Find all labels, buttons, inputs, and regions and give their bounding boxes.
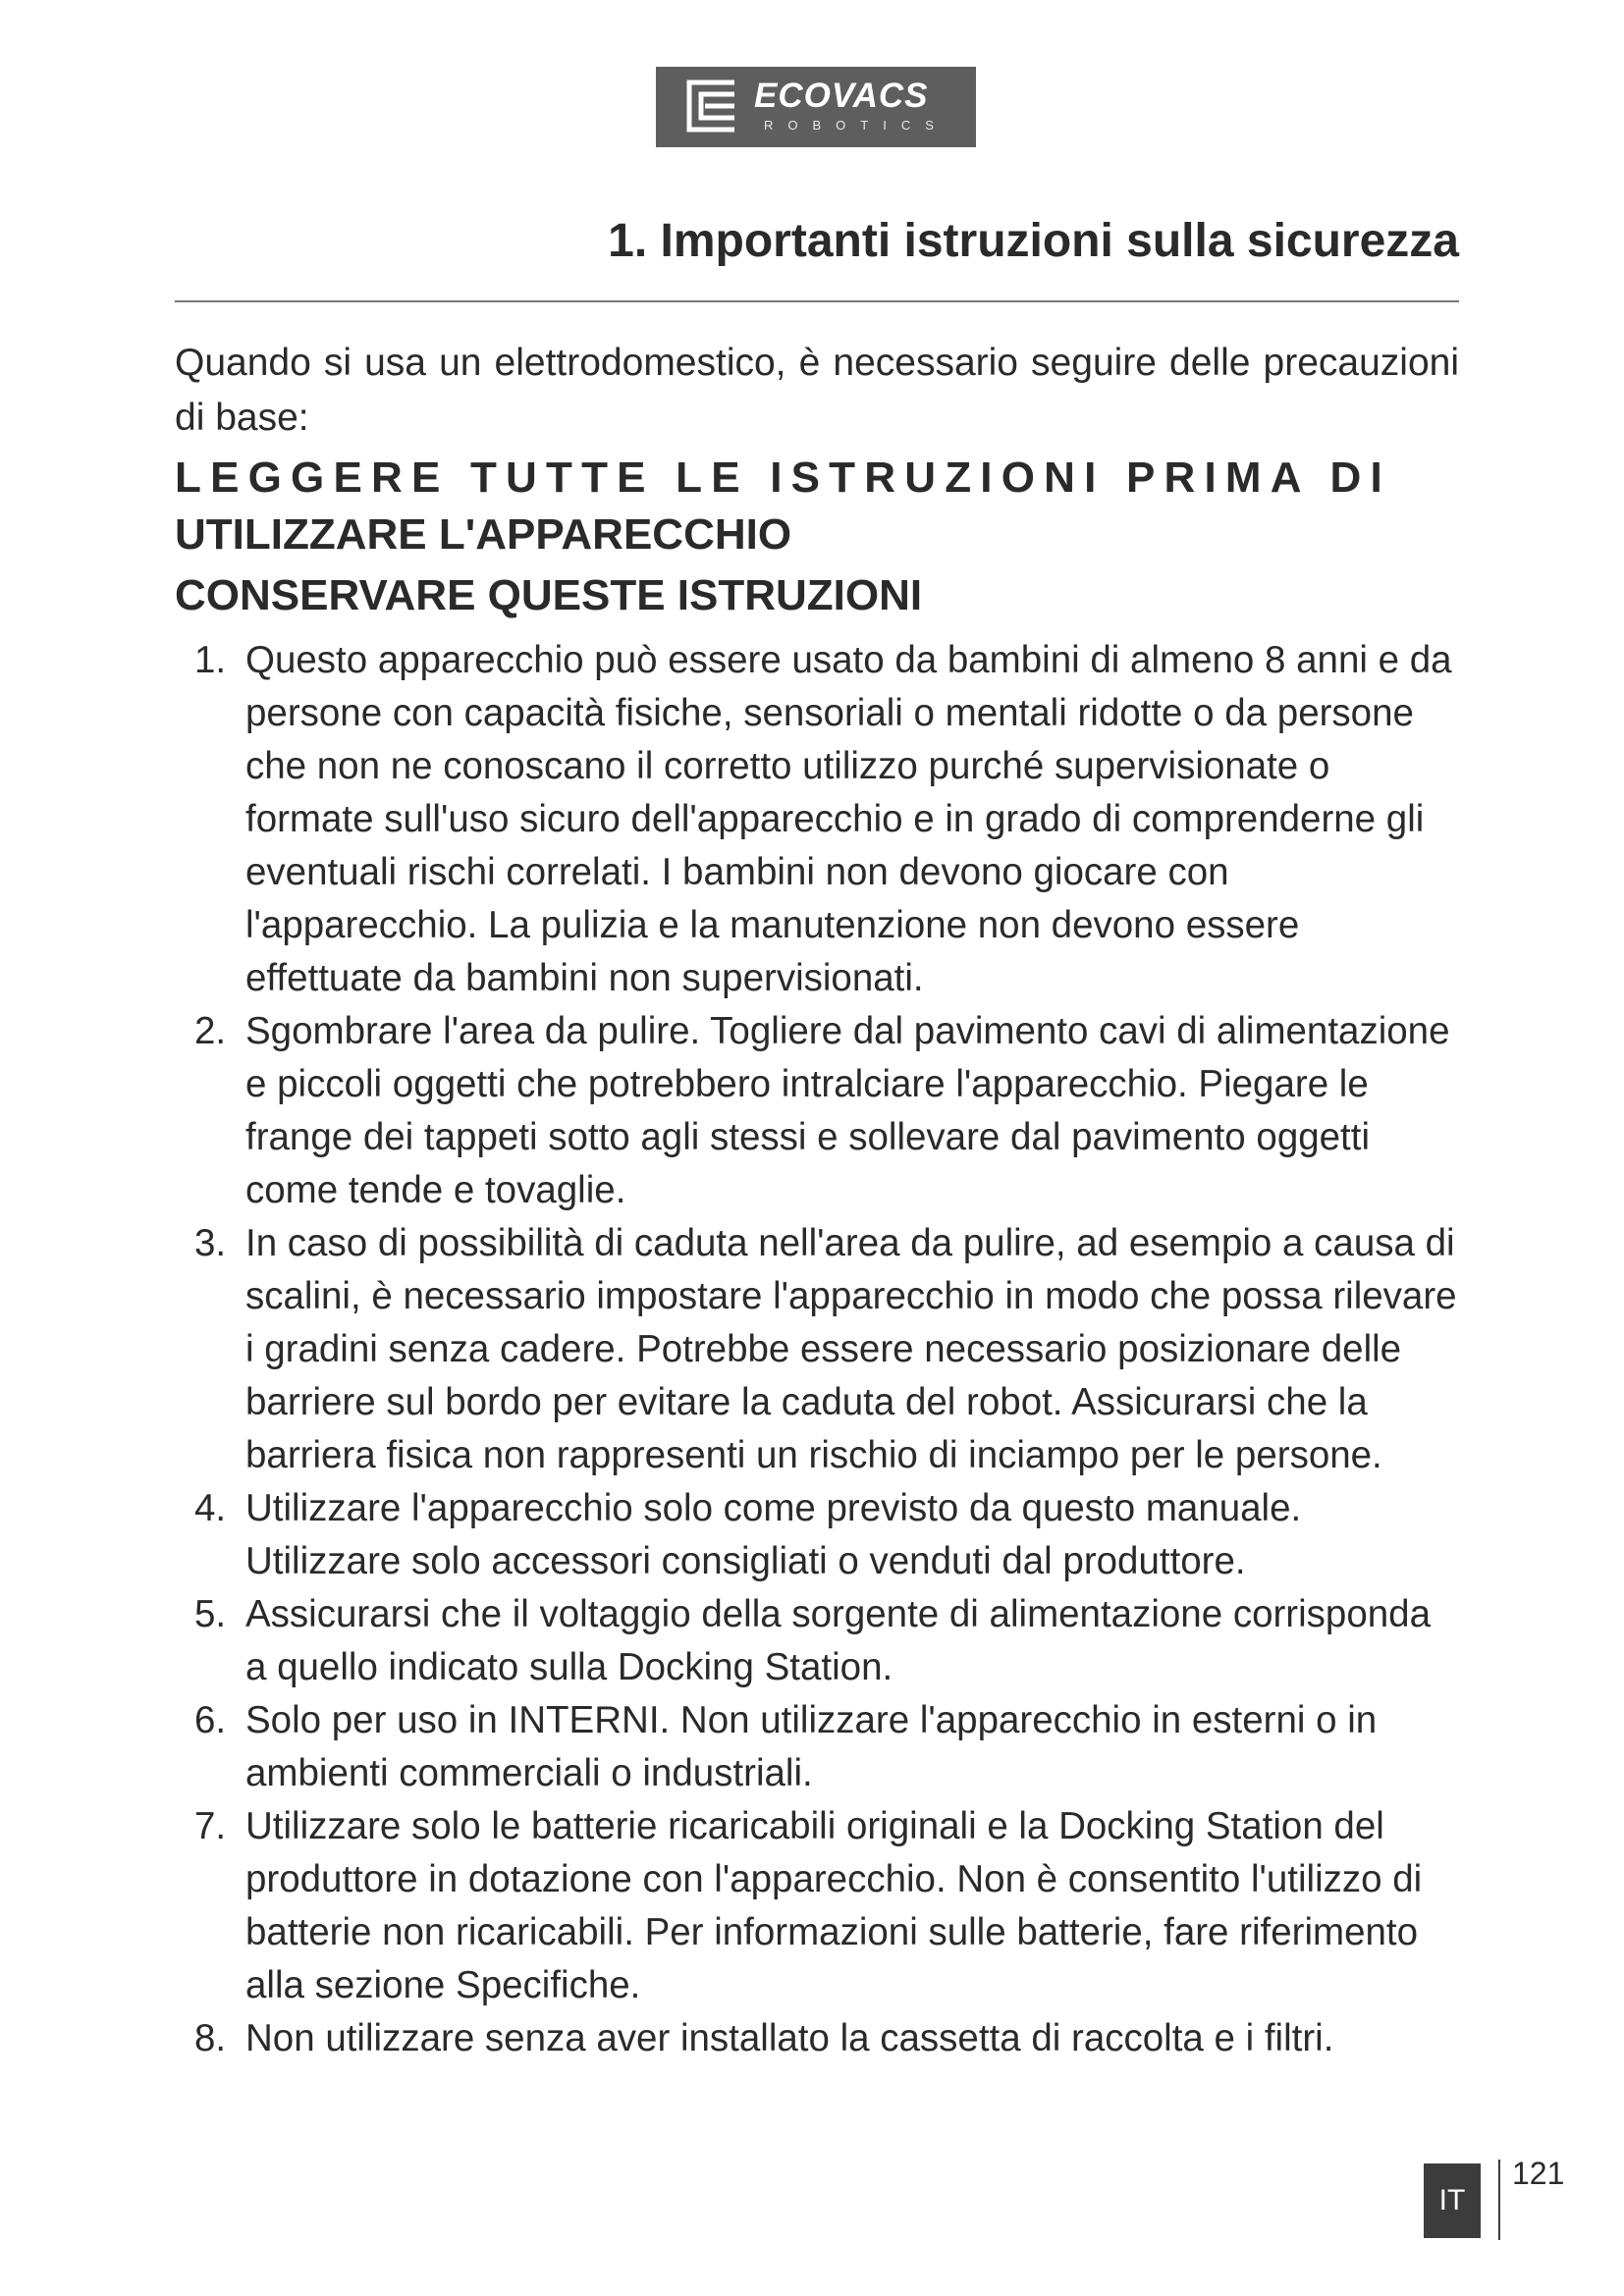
- item-text: In caso di possibilità di caduta nell'area da pulire, ad esempio a causa di scalini, è necessario impostare l'apparecchio in modo che possa rilevare i gradini senza cadere. Potrebbe essere necessario posizionare delle barriere sul bordo per evitare la caduta del robot. Assicurarsi che la barriera fisica non rappresenti un rischio di inciampo per le persone.: [245, 1222, 1457, 1476]
- item-number: 7.: [194, 1805, 227, 1847]
- item-text: Non utilizzare senza aver installato la cassetta di raccolta e i filtri.: [245, 2017, 1334, 2059]
- list-item: [194, 1005, 1461, 1217]
- list-item: [194, 1482, 1461, 1588]
- list-item: [194, 1588, 1461, 1694]
- ecovacs-logo: [656, 67, 976, 147]
- footer-divider: [1498, 2160, 1500, 2240]
- item-number: 6.: [194, 1699, 227, 1741]
- item-number: 4.: [194, 1487, 227, 1529]
- item-number: 3.: [194, 1222, 227, 1264]
- warning-line-2: UTILIZZARE L'APPARECCHIO: [175, 510, 792, 559]
- item-text: Sgombrare l'area da pulire. Togliere dal pavimento cavi di alimentazione e piccoli oggetti che potrebbero intralciare l'apparecchio. Piegare le frange dei tappeti sotto agli stessi e sollevare dal pavimento oggetti come tende e tovaglie.: [245, 1010, 1450, 1211]
- item-text: Questo apparecchio può essere usato da bambini di almeno 8 anni e da persone con capacità fisiche, sensoriali o mentali ridotte o da persone che non ne conoscano il corretto utilizzo purché supervisionate o formate sull'uso sicuro dell'apparecchio e in grado di comprenderne gli eventuali rischi correlati. I bambini non devono giocare con l'apparecchio. La pulizia e la manutenzione non devono essere effettuate da bambini non supervisionati.: [245, 639, 1452, 999]
- list-item: [194, 1694, 1461, 1800]
- warning-line-1: LEGGERE TUTTE LE ISTRUZIONI PRIMA DI: [175, 454, 1391, 502]
- title-divider: [175, 300, 1459, 302]
- item-number: 8.: [194, 2017, 227, 2059]
- list-item: [194, 634, 1461, 1005]
- item-number: 5.: [194, 1593, 227, 1635]
- logo-subtitle: ROBOTICS: [764, 118, 948, 133]
- logo-wordmark: ECOVACS: [754, 77, 929, 115]
- safety-instructions-list: [194, 634, 1461, 2065]
- item-text: Utilizzare solo le batterie ricaricabili originali e la Docking Station del produttore in dotazione con l'apparecchio. Non è consentito l'utilizzo di batterie non ricaricabili. Per informazioni sulle batterie, fare riferimento alla sezione Specifiche.: [245, 1805, 1423, 2006]
- list-item: [194, 1800, 1461, 2012]
- item-number: 1.: [194, 639, 227, 681]
- item-number: 2.: [194, 1010, 227, 1052]
- intro-paragraph: Quando si usa un elettrodomestico, è necessario seguire delle precauzioni di base:: [175, 342, 1459, 439]
- language-tab: IT: [1424, 2163, 1481, 2238]
- page-number: 121: [1512, 2156, 1565, 2191]
- list-item: [194, 1217, 1461, 1482]
- item-text: Utilizzare l'apparecchio solo come previsto da questo manuale. Utilizzare solo accessori consigliati o venduti dal produttore.: [245, 1487, 1302, 1582]
- list-item: [194, 2012, 1461, 2065]
- item-text: Solo per uso in INTERNI. Non utilizzare l'apparecchio in esterni o in ambienti commerciali o industriali.: [245, 1699, 1378, 1794]
- item-text: Assicurarsi che il voltaggio della sorgente di alimentazione corrisponda a quello indicato sulla Docking Station.: [245, 1593, 1431, 1688]
- warning-line-3: CONSERVARE QUESTE ISTRUZIONI: [175, 571, 923, 619]
- page-title: 1. Importanti istruzioni sulla sicurezza: [608, 215, 1459, 267]
